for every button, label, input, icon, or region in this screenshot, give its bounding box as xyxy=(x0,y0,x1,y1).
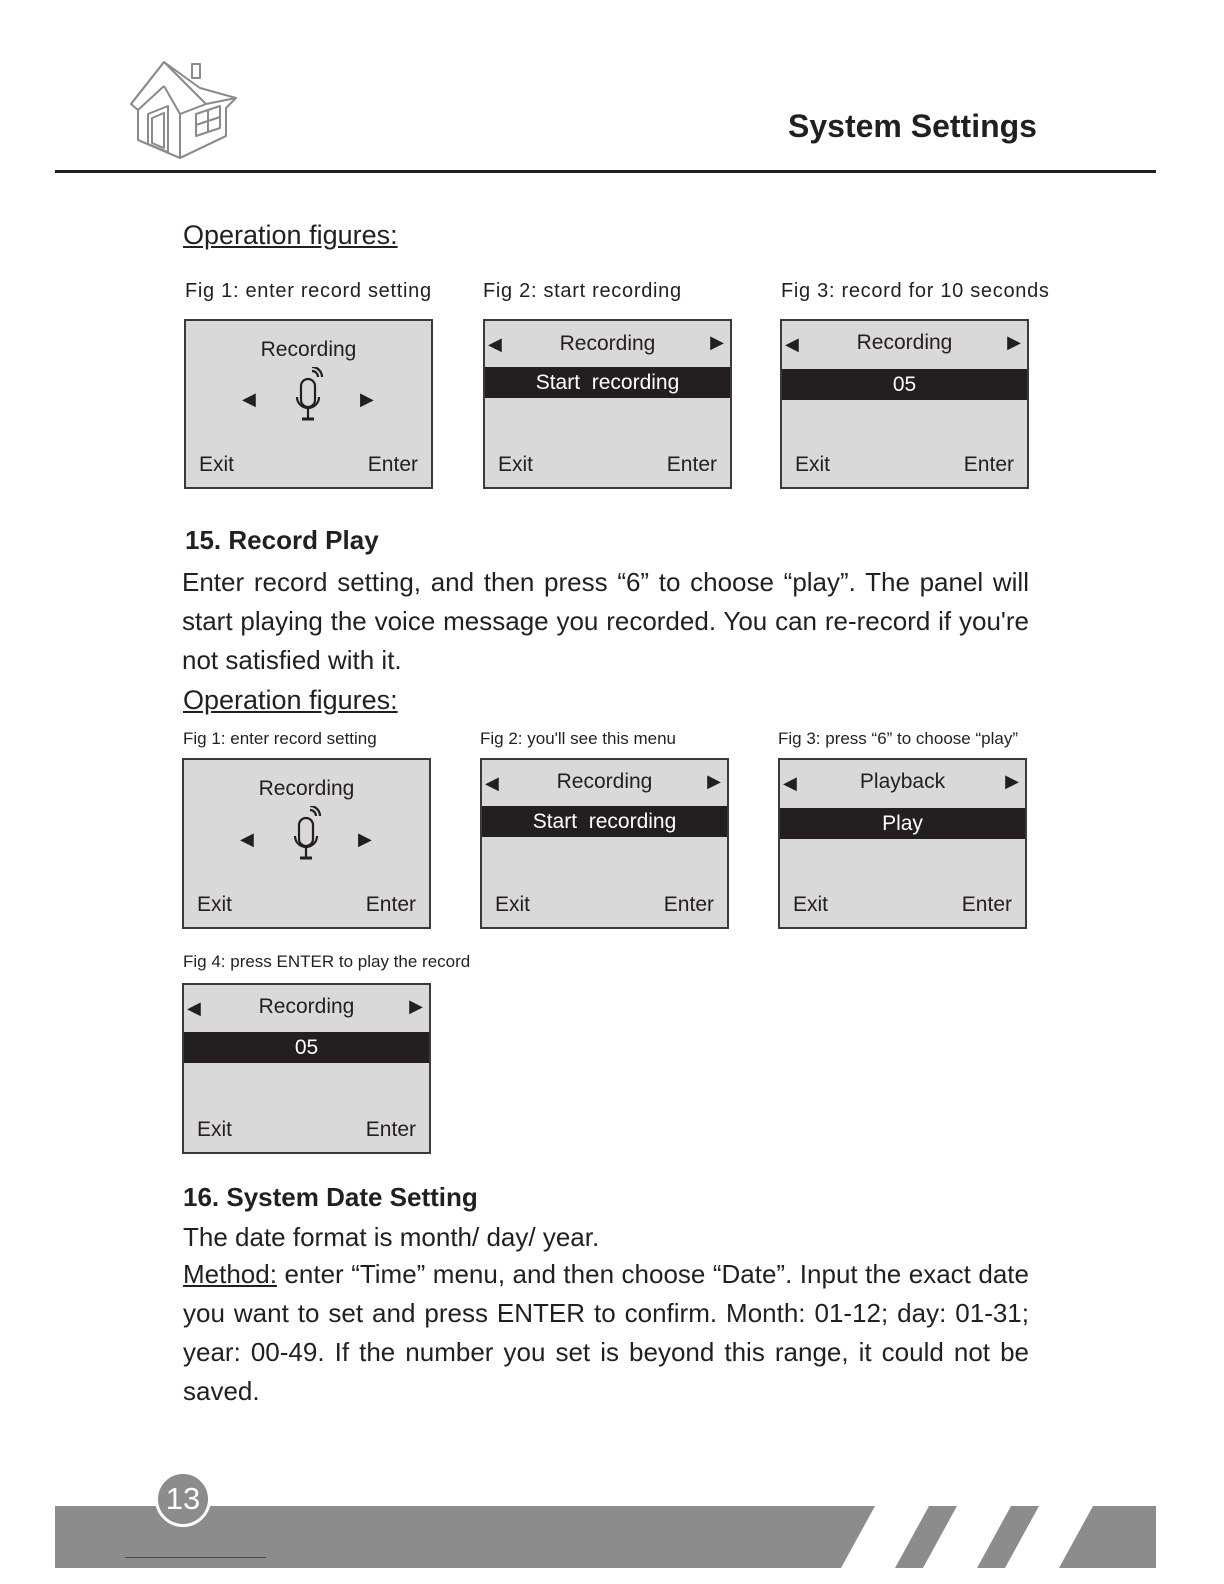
figure-caption: Fig 3: record for 10 seconds xyxy=(781,280,1050,302)
panel-title: Recording xyxy=(559,332,656,355)
microphone-icon xyxy=(292,806,324,869)
header-divider xyxy=(55,170,1156,173)
enter-label: Enter xyxy=(963,453,1014,476)
lcd-panel xyxy=(778,758,1027,929)
enter-label: Enter xyxy=(365,893,416,916)
lcd-panel xyxy=(483,319,732,489)
panel-selection-bar: 05 xyxy=(184,1032,429,1063)
figure-caption: Fig 1: enter record setting xyxy=(185,280,432,302)
enter-label: Enter xyxy=(961,893,1012,916)
method-paragraph xyxy=(183,1255,1029,1411)
figure-caption: Fig 3: press “6” to choose “play” xyxy=(778,729,1018,748)
lcd-panel xyxy=(780,319,1029,489)
exit-label: Exit xyxy=(793,893,829,916)
operation-figures-heading: Operation figures: xyxy=(183,220,398,250)
left-arrow-icon: ◀ xyxy=(785,334,799,354)
method-label: Method: xyxy=(183,1259,277,1289)
left-arrow-icon: ◀ xyxy=(242,389,256,409)
right-arrow-icon: ▶ xyxy=(707,771,721,791)
right-arrow-icon: ▶ xyxy=(358,829,372,849)
lcd-panel xyxy=(182,758,431,929)
left-arrow-icon: ◀ xyxy=(187,998,201,1018)
left-arrow-icon: ◀ xyxy=(485,773,499,793)
page-title: System Settings xyxy=(788,108,1037,144)
panel-selection-bar: 05 xyxy=(782,369,1027,400)
enter-label: Enter xyxy=(666,453,717,476)
enter-label: Enter xyxy=(365,1118,416,1141)
exit-label: Exit xyxy=(197,893,233,916)
right-arrow-icon: ▶ xyxy=(710,332,724,352)
footer-band xyxy=(55,1506,1156,1568)
lcd-panel xyxy=(184,319,433,489)
figure-caption: Fig 4: press ENTER to play the record xyxy=(183,952,471,971)
exit-label: Exit xyxy=(199,453,235,476)
panel-title: Recording xyxy=(856,331,953,354)
panel-selection-bar: Start recording xyxy=(485,367,730,398)
left-arrow-icon: ◀ xyxy=(783,773,797,793)
footer-link-line xyxy=(125,1557,266,1558)
panel-title: Recording xyxy=(258,777,355,800)
method-text: enter “Time” menu, and then choose “Date”. Input the exact date you want to set and press ENTER to confirm. Month: 01-12; day: 01-31; year: 00-49. If the number you set is beyond this range, it could not be saved. xyxy=(183,1259,1029,1406)
panel-title: Playback xyxy=(859,770,946,793)
exit-label: Exit xyxy=(197,1118,233,1141)
exit-label: Exit xyxy=(795,453,831,476)
enter-label: Enter xyxy=(663,893,714,916)
right-arrow-icon: ▶ xyxy=(360,389,374,409)
section-paragraph: The date format is month/ day/ year. xyxy=(183,1222,600,1252)
page-number: 13 xyxy=(155,1471,211,1527)
figure-caption: Fig 1: enter record setting xyxy=(183,729,377,748)
section-paragraph: Enter record setting, and then press “6” to choose “play”. The panel will start playing the voice message you recorded. You can re-record if you're not satisfied with it. xyxy=(182,567,1029,675)
left-arrow-icon: ◀ xyxy=(240,829,254,849)
exit-label: Exit xyxy=(498,453,534,476)
lcd-panel xyxy=(480,758,729,929)
enter-label: Enter xyxy=(367,453,418,476)
microphone-icon xyxy=(294,367,326,430)
left-arrow-icon: ◀ xyxy=(488,334,502,354)
right-arrow-icon: ▶ xyxy=(409,996,423,1016)
panel-title: Recording xyxy=(258,995,355,1018)
house-icon xyxy=(128,58,238,167)
lcd-panel xyxy=(182,983,431,1154)
panel-title: Recording xyxy=(556,770,653,793)
panel-selection-bar: Play xyxy=(780,808,1025,839)
exit-label: Exit xyxy=(495,893,531,916)
panel-title: Recording xyxy=(260,338,357,361)
section-heading: 15. Record Play xyxy=(185,525,379,555)
figure-caption: Fig 2: you'll see this menu xyxy=(480,729,677,748)
operation-figures-heading: Operation figures: xyxy=(183,685,398,715)
panel-selection-bar: Start recording xyxy=(482,806,727,837)
figure-caption: Fig 2: start recording xyxy=(483,280,682,302)
section-heading: 16. System Date Setting xyxy=(183,1182,478,1212)
right-arrow-icon: ▶ xyxy=(1005,771,1019,791)
right-arrow-icon: ▶ xyxy=(1007,332,1021,352)
